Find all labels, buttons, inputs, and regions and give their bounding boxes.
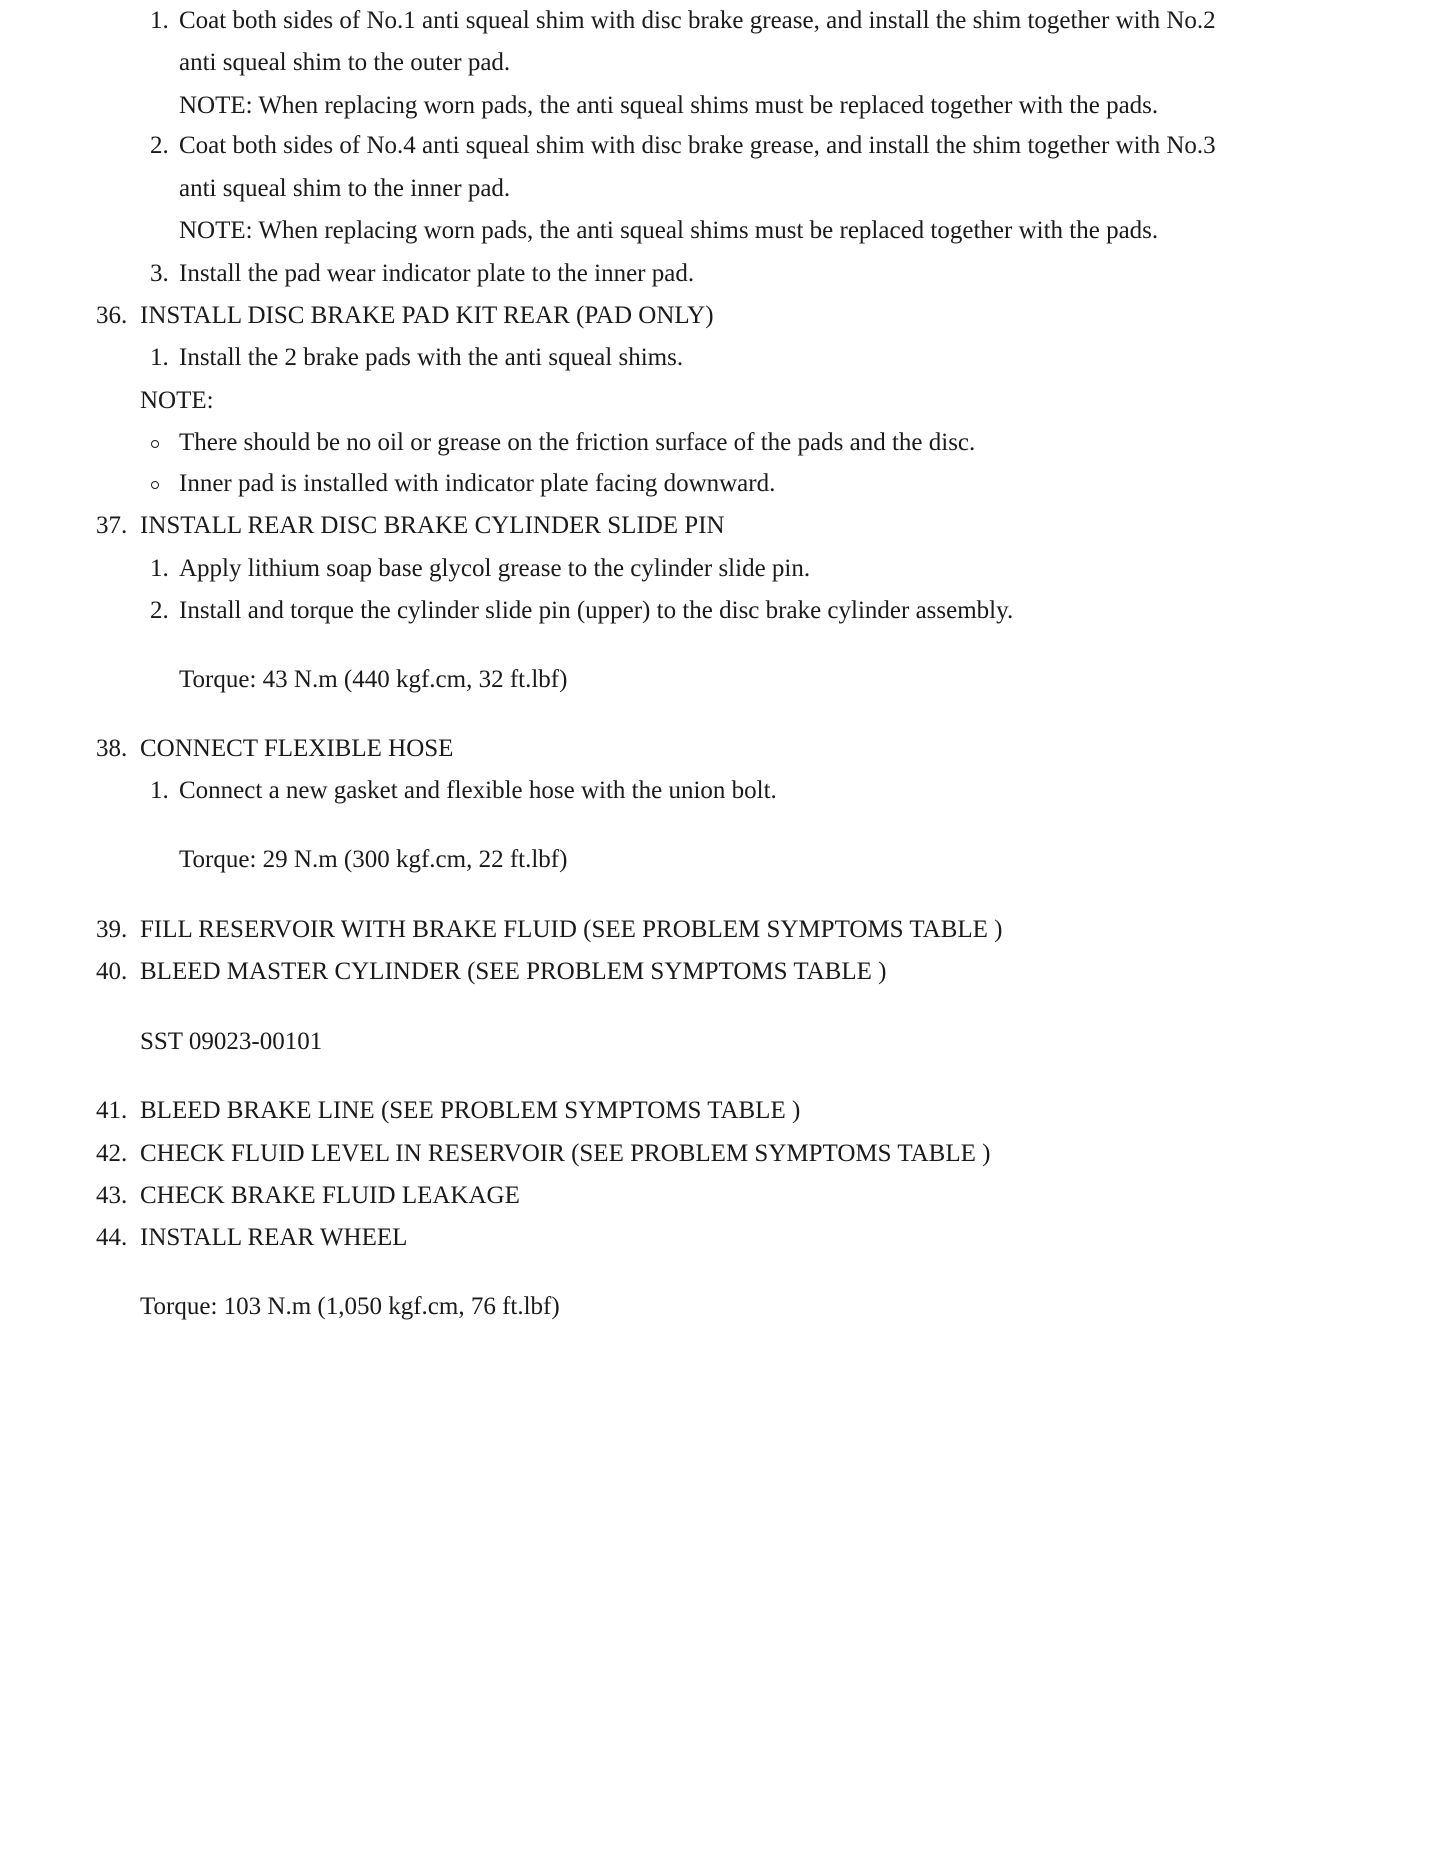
sub-step-number: 2. (150, 597, 169, 624)
sub-step-text: Install and torque the cylinder slide pin (upper) to the disc brake cylinder assembly. (179, 597, 1014, 624)
sub-step-number: 2. (150, 132, 169, 159)
step-number: 44. (96, 1224, 128, 1251)
note-bullet-text: There should be no oil or grease on the friction surface of the pads and the disc. (179, 429, 976, 456)
sub-step-text: anti squeal shim to the inner pad. (179, 175, 511, 202)
step-title: INSTALL DISC BRAKE PAD KIT REAR (PAD ONLY) (140, 302, 714, 329)
step-title: INSTALL REAR DISC BRAKE CYLINDER SLIDE PIN (140, 512, 725, 539)
sub-step-number: 1. (150, 344, 169, 371)
step-title: CHECK FLUID LEVEL IN RESERVOIR (SEE PROBLEM SYMPTOMS TABLE ) (140, 1140, 991, 1167)
sub-step-number: 3. (150, 260, 169, 287)
torque-spec: Torque: 103 N.m (1,050 kgf.cm, 76 ft.lbf) (140, 1293, 560, 1320)
torque-spec: Torque: 29 N.m (300 kgf.cm, 22 ft.lbf) (179, 846, 568, 873)
note-text: NOTE: When replacing worn pads, the anti squeal shims must be replaced together with the pads. (179, 217, 1159, 244)
step-number: 39. (96, 916, 128, 943)
sub-step-text: Apply lithium soap base glycol grease to the cylinder slide pin. (179, 555, 811, 582)
torque-spec: Torque: 43 N.m (440 kgf.cm, 32 ft.lbf) (179, 666, 568, 693)
step-number: 41. (96, 1097, 128, 1124)
step-title: CHECK BRAKE FLUID LEAKAGE (140, 1182, 520, 1209)
step-number: 37. (96, 512, 128, 539)
step-number: 40. (96, 958, 128, 985)
step-number: 38. (96, 735, 128, 762)
note-bullet-text: Inner pad is installed with indicator plate facing downward. (179, 470, 776, 497)
sub-step-number: 1. (150, 7, 169, 34)
sub-step-number: 1. (150, 777, 169, 804)
step-title: CONNECT FLEXIBLE HOSE (140, 735, 454, 762)
step-title: BLEED BRAKE LINE (SEE PROBLEM SYMPTOMS TABLE ) (140, 1097, 801, 1124)
sub-step-text: Install the pad wear indicator plate to the inner pad. (179, 260, 695, 287)
bullet-icon (151, 440, 159, 448)
sub-step-text: Connect a new gasket and flexible hose with the union bolt. (179, 777, 777, 804)
step-title: BLEED MASTER CYLINDER (SEE PROBLEM SYMPTOMS TABLE ) (140, 958, 887, 985)
step-title: INSTALL REAR WHEEL (140, 1224, 408, 1251)
sst-number: SST 09023-00101 (140, 1028, 323, 1055)
bullet-icon (151, 481, 159, 489)
sub-step-text: anti squeal shim to the outer pad. (179, 49, 511, 76)
sub-step-text: Install the 2 brake pads with the anti squeal shims. (179, 344, 684, 371)
sub-step-number: 1. (150, 555, 169, 582)
sub-step-text: Coat both sides of No.4 anti squeal shim with disc brake grease, and install the shim together with No.3 (179, 132, 1216, 159)
note-text: NOTE: When replacing worn pads, the anti squeal shims must be replaced together with the pads. (179, 92, 1159, 119)
step-number: 36. (96, 302, 128, 329)
step-title: FILL RESERVOIR WITH BRAKE FLUID (SEE PROBLEM SYMPTOMS TABLE ) (140, 916, 1003, 943)
note-label: NOTE: (140, 387, 214, 414)
sub-step-text: Coat both sides of No.1 anti squeal shim with disc brake grease, and install the shim together with No.2 (179, 7, 1216, 34)
step-number: 43. (96, 1182, 128, 1209)
step-number: 42. (96, 1140, 128, 1167)
